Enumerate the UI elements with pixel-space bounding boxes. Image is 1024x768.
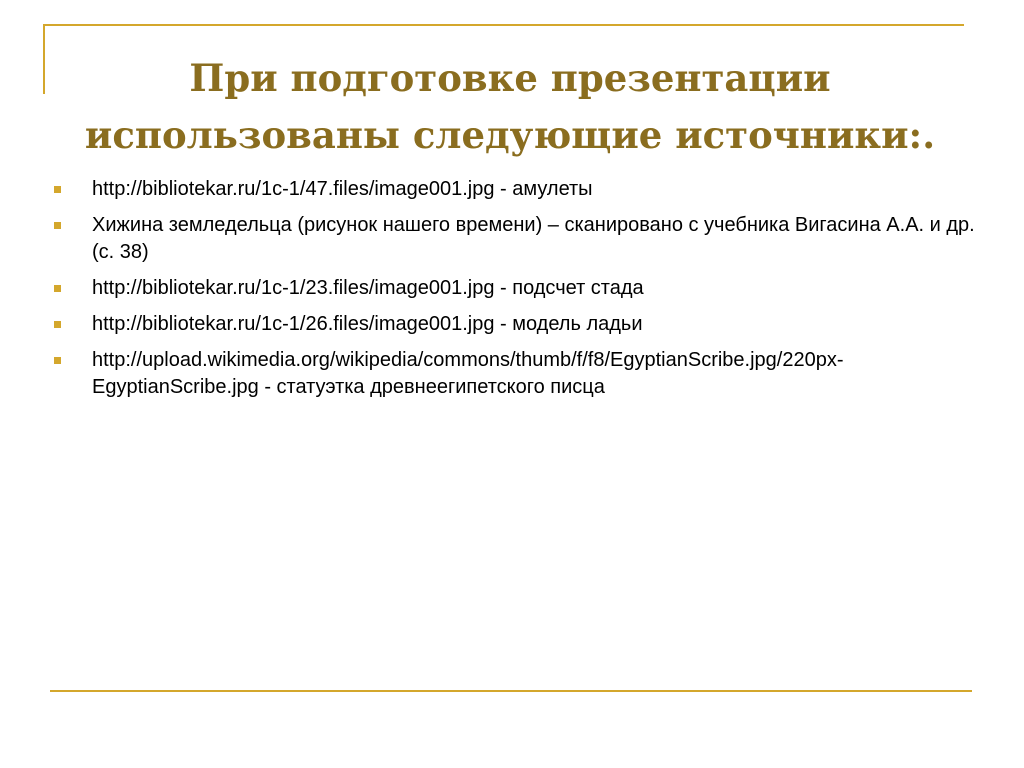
left-frame-line <box>43 24 45 94</box>
sources-list <box>54 176 989 410</box>
square-bullet-icon <box>54 321 61 328</box>
source-text: http://bibliotekar.ru/1c-1/23.files/image001.jpg - подсчет стада <box>92 277 644 299</box>
source-text: http://bibliotekar.ru/1c-1/47.files/image001.jpg - амулеты <box>92 178 593 200</box>
source-text: http://upload.wikimedia.org/wikipedia/commons/thumb/f/f8/EgyptianScribe.jpg/220px-EgyptianScribe.jpg - статуэтка древнеегипетского писца <box>92 349 844 398</box>
list-item <box>54 212 989 266</box>
source-text: Хижина земледельца (рисунок нашего времени) – сканировано с учебника Вигасина А.А. и др. (с. 38) <box>92 214 975 263</box>
bottom-frame-line <box>50 690 972 692</box>
top-frame-line <box>43 24 964 26</box>
square-bullet-icon <box>54 285 61 292</box>
list-item <box>54 347 989 401</box>
slide-title: При подготовке презентации использованы следующие источники:. <box>84 56 936 157</box>
list-item <box>54 275 989 302</box>
source-text: http://bibliotekar.ru/1c-1/26.files/image001.jpg - модель ладьи <box>92 313 643 335</box>
square-bullet-icon <box>54 357 61 364</box>
list-item <box>54 176 989 203</box>
list-item <box>54 311 989 338</box>
square-bullet-icon <box>54 186 61 193</box>
square-bullet-icon <box>54 222 61 229</box>
